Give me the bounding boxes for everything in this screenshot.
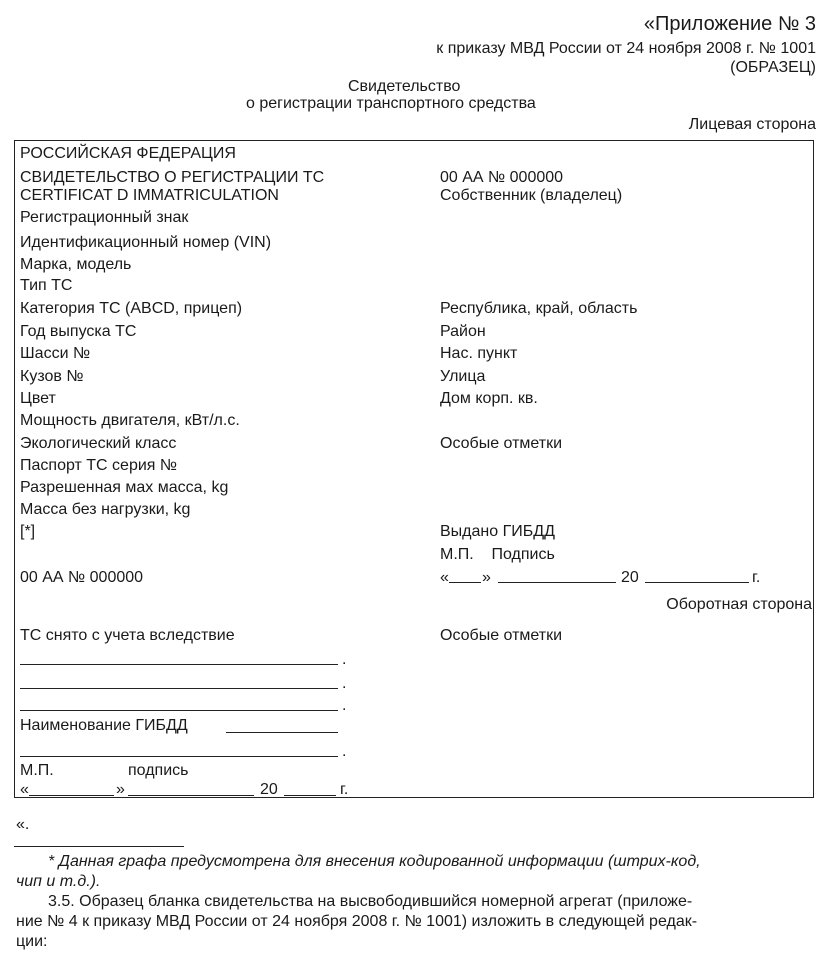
certificate-title-fr: CERTIFICAT D IMMATRICULATION [20,187,279,204]
field-reg-sign: Регистрационный знак [20,209,189,226]
footnote-line-1: * Данная графа предусмотрена для внесения кодированной информации (штрих-код, [48,853,701,870]
serial-number-right: 00 АА № 000000 [440,169,564,186]
field-max-mass: Разрешенная мах масса, kg [20,479,229,496]
sample-label: (ОБРАЗЕЦ) [730,59,816,76]
field-vin: Идентификационный номер (VIN) [20,234,272,251]
field-code-marker: [*] [20,523,36,540]
back-side-label: Оборотная сторона [666,596,812,613]
back-signature-label: подпись [128,762,189,779]
issued-by-label: Выдано ГИБДД [440,523,555,540]
field-district: Район [440,323,486,340]
field-house: Дом корп. кв. [440,390,538,407]
paragraph-line-1: 3.5. Образец бланка свидетельства на высвободившийся номерной агрегат (приложе- [48,893,693,910]
field-year: Год выпуска ТС [20,323,137,340]
special-marks-label: Особые отметки [440,435,563,452]
field-make-model: Марка, модель [20,256,132,273]
back-year-line [284,795,336,796]
gibdd-name-line [226,732,338,733]
back-date-close-quote: » [116,781,125,798]
field-engine-power: Мощность двигателя, кВт/л.с. [20,412,240,429]
field-color: Цвет [20,390,56,407]
paragraph-line-2: ние № 4 к приказу МВД России от 24 ноября 2008 г. № 1001) изложить в следующей редак- [16,913,698,930]
month-line [498,582,616,583]
appendix-title: «Приложение № 3 [643,13,816,35]
reason-line-1 [20,664,338,665]
back-month-line [128,795,254,796]
date-close-quote: » [482,569,491,586]
doc-title-line-1: Свидетельство [348,78,461,95]
field-locality: Нас. пункт [440,345,518,362]
field-region: Республика, край, область [440,300,638,317]
field-street: Улица [440,368,486,385]
back-date-open-quote: « [20,781,29,798]
serial-number-left: 00 АА № 000000 [20,569,144,586]
field-passport: Паспорт ТС серия № [20,457,178,474]
stamp-signature-label: М.П. Подпись [440,546,555,563]
certificate-title-ru: СВИДЕТЕЛЬСТВО О РЕГИСТРАЦИИ ТС [20,169,325,186]
back-special-marks-label: Особые отметки [440,627,563,644]
field-type: Тип ТС [20,277,73,294]
year-prefix: 20 [621,569,639,586]
reason-dot-1: . [342,651,347,668]
country-name: РОССИЙСКАЯ ФЕДЕРАЦИЯ [20,145,236,162]
date-open-quote: « [440,569,449,586]
reason-line-3 [20,710,338,711]
reason-dot-2: . [342,675,347,692]
back-year-suffix: г. [340,781,349,798]
field-unladen-mass: Масса без нагрузки, kg [20,501,191,518]
field-chassis: Шасси № [20,345,91,362]
paragraph-line-3: ции: [16,933,48,950]
reason-dot-3: . [342,697,347,714]
year-suffix: г. [752,569,761,586]
deregistered-label: ТС снято с учета вследствие [20,627,235,644]
year-line [645,582,749,583]
gibdd-dot: . [342,743,347,760]
order-reference: к приказу МВД России от 24 ноября 2008 г. № 1001 [436,40,816,57]
back-year-prefix: 20 [260,781,278,798]
field-body: Кузов № [20,368,84,385]
owner-label: Собственник (владелец) [440,187,623,204]
doc-title-line-2: о регистрации транспортного средства [246,95,536,112]
closing-quote: «. [16,816,30,833]
gibdd-name-label: Наименование ГИБДД [20,717,188,734]
field-eco-class: Экологический класс [20,435,177,452]
back-day-line [29,795,114,796]
gibdd-name-line-2 [20,756,338,757]
reason-line-2 [20,688,338,689]
footnote-rule [14,846,184,847]
day-line [449,582,481,583]
field-category: Категория ТС (ABCD, прицеп) [20,300,243,317]
footnote-line-2: чип и т.д.). [16,873,101,890]
back-stamp-label: М.П. [20,762,54,779]
front-side-label: Лицевая сторона [688,116,816,133]
